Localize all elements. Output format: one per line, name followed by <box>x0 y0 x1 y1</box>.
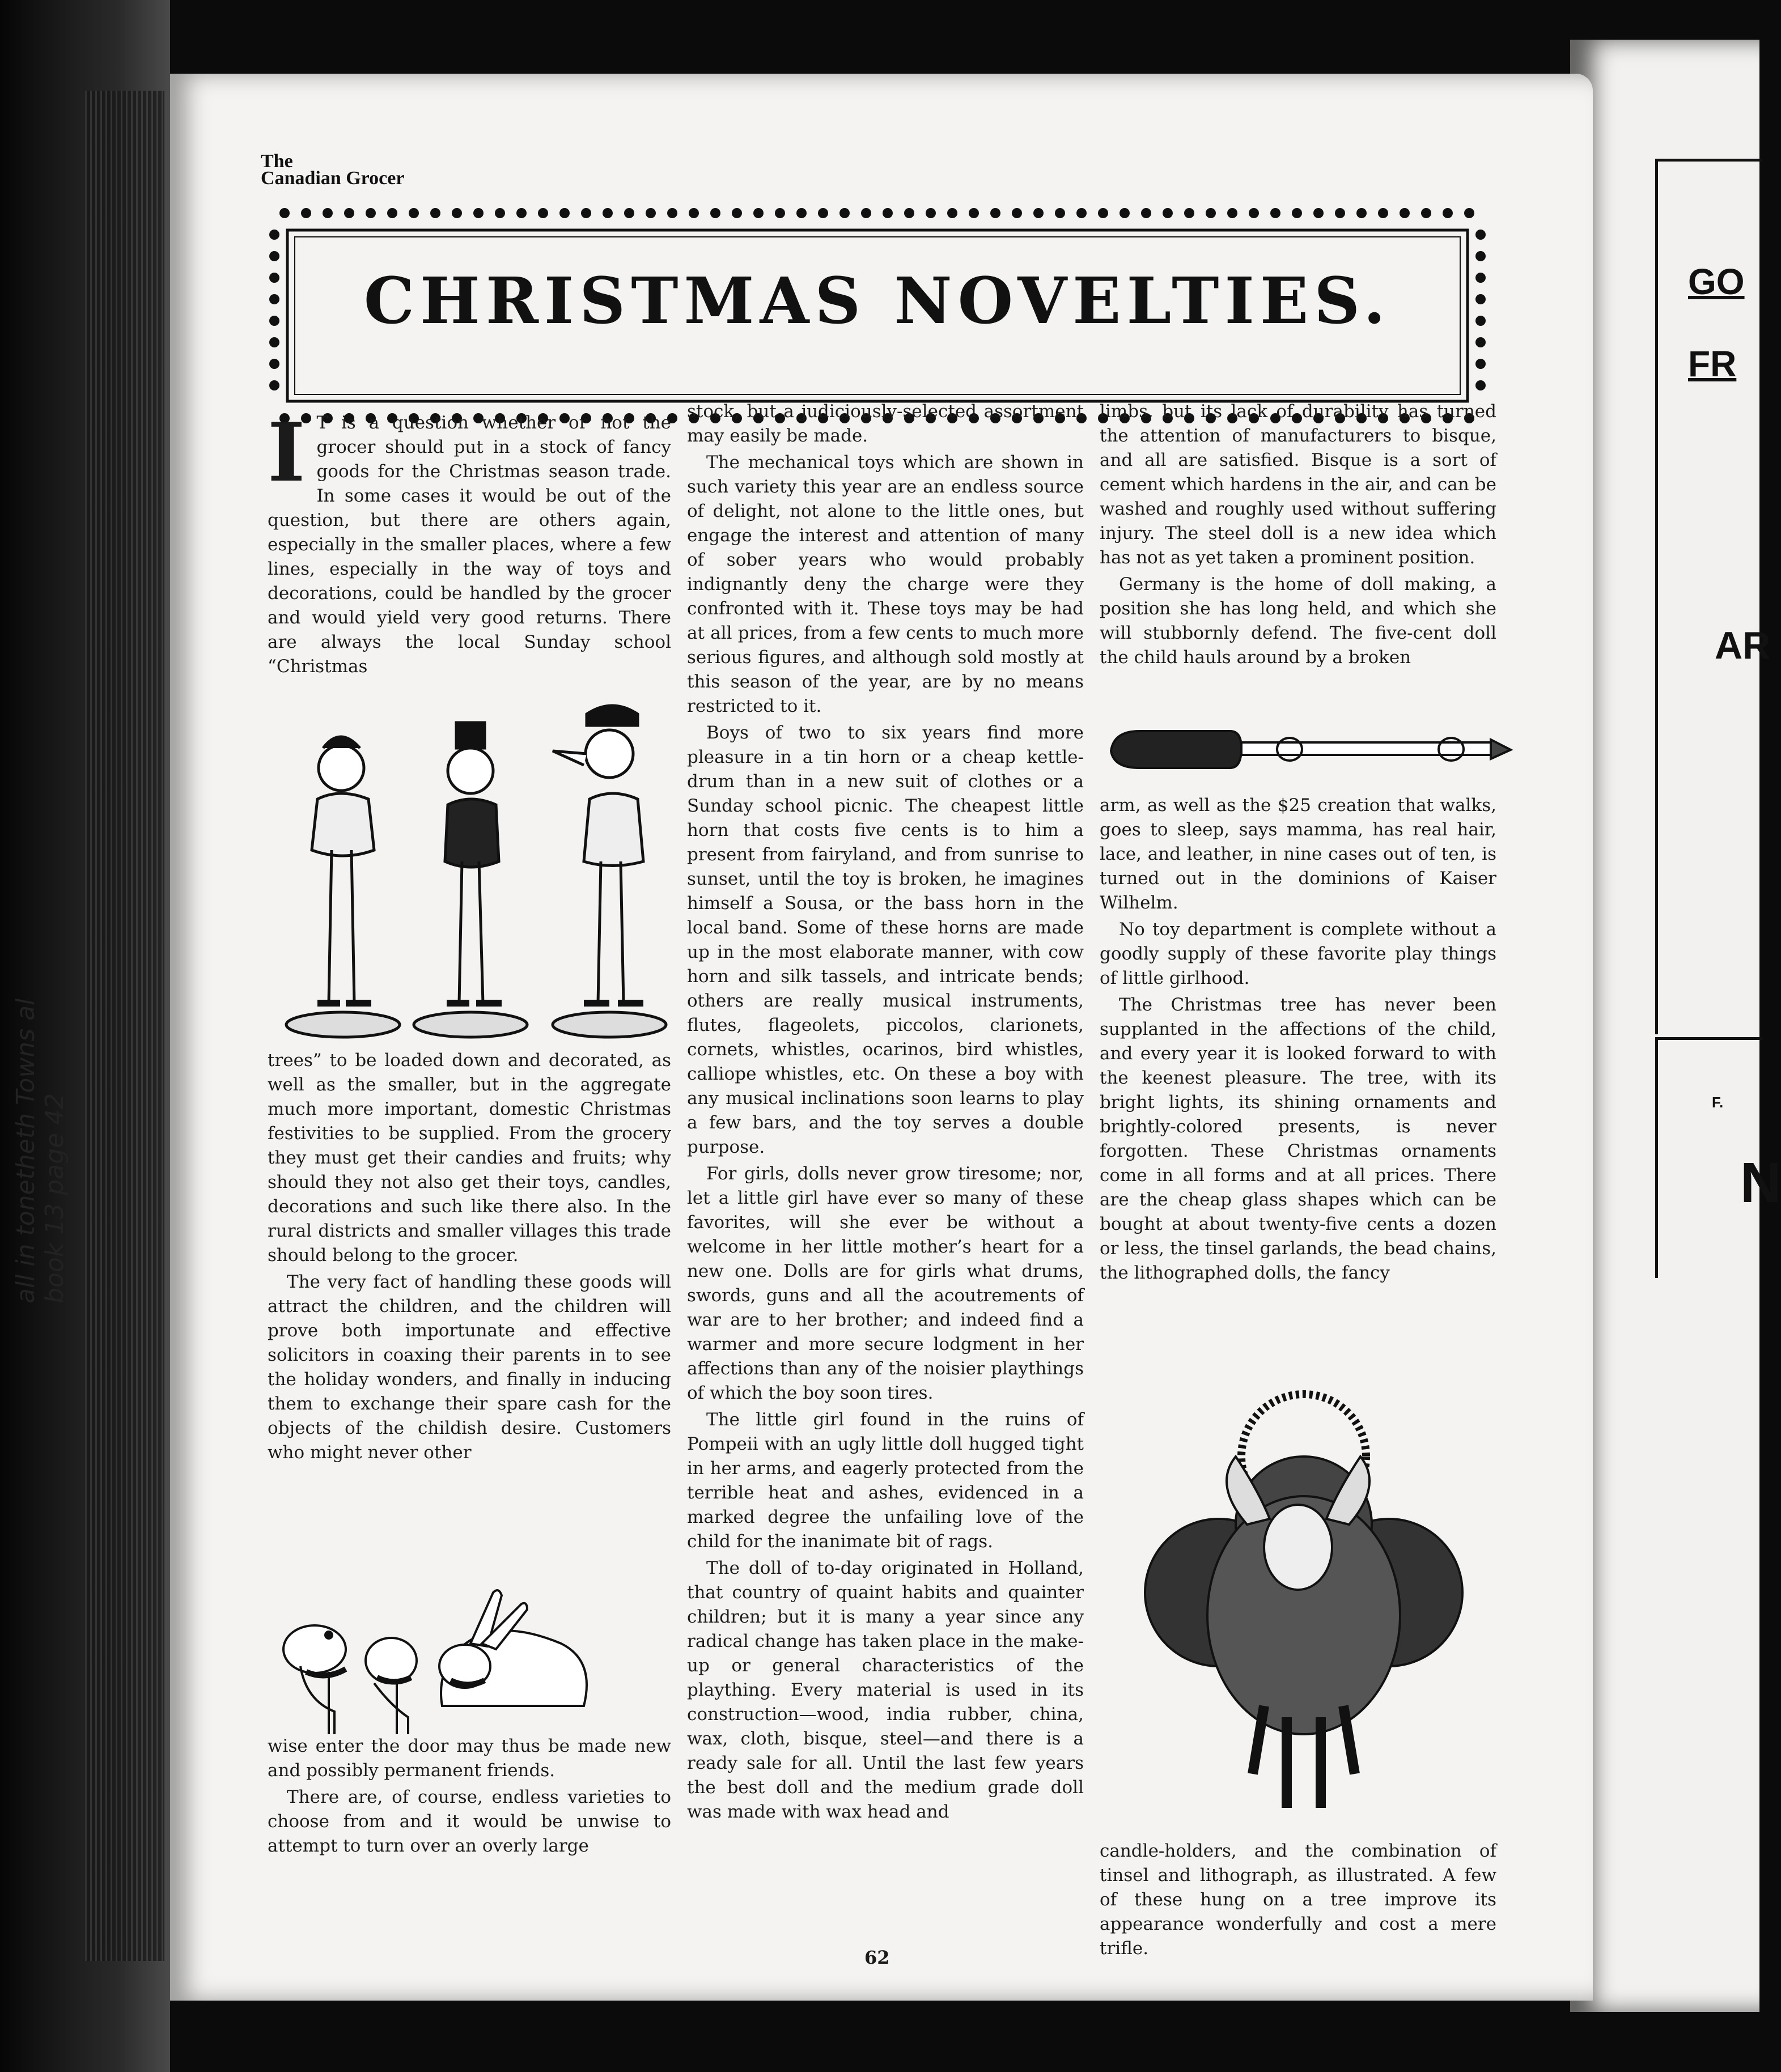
paragraph: The doll of to-day originated in Holland, that country of quaint habits and quainter children; but it is many a year since any radical change has taken place in the make-up or general characteristics of the plaything. Every material is used in its construction—wood, india rubber, china, wax, cloth, bisque, steel—and there is a ready sale for all. Until the last few years the best doll and the medium grade doll was made with wax head and <box>687 1558 1084 1822</box>
animal-toys-illustration <box>266 1581 675 1734</box>
vine-leaf <box>269 251 279 261</box>
horn-illustration <box>1105 717 1513 791</box>
vine-leaf <box>269 359 279 369</box>
adjacent-fragment: AR <box>1715 624 1771 667</box>
paragraph: The very fact of handling these goods will attract the children, and the children will prove both importunate and effective solicitors in coaxing their parents in to see the holiday wonders, and finally in inducing them to exchange their spare cash for the objects of the childish desire. Customers who might never other <box>268 1272 671 1463</box>
handwritten-line1 <box>11 1264 40 1304</box>
paragraph: No toy department is complete without a goodly supply of these favorite play things of little girlhood. <box>1100 919 1496 988</box>
column-1-bottom <box>268 1734 671 1861</box>
vine-leaf <box>1076 208 1087 218</box>
column-2 <box>687 400 1084 1827</box>
paragraph: wise enter the door may thus be made new and possibly permanent friends. <box>268 1736 671 1781</box>
vine-leaf <box>1313 208 1324 218</box>
vine-leaf <box>387 208 397 218</box>
handwritten-note <box>11 1264 69 1304</box>
vine-leaf <box>1055 208 1065 218</box>
adjacent-fragment: GO <box>1688 261 1745 302</box>
vine-leaf <box>1356 208 1367 218</box>
vine-leaf <box>344 208 354 218</box>
paragraph: The Christmas tree has never been supplanted in the affections of the child, and every year it is looked forward to with the keenest pleasure. The tree, with its bright lights, its shining ornaments and brightly-colored presents, is never forgotten. These Christmas ornaments come in all forms and at all prices. There are the cheap glass shapes which can be bought at about twenty-five cents a dozen or less, the tinsel garlands, the bead chains, the lithographed dolls, the fancy <box>1100 995 1496 1283</box>
vine-leaf <box>538 208 548 218</box>
vine-leaf <box>366 208 376 218</box>
adjacent-fragment: F. <box>1712 1094 1724 1111</box>
adjacent-fragment: FR <box>1688 343 1737 384</box>
vine-leaf <box>269 380 279 390</box>
vine-leaf <box>581 208 591 218</box>
vine-leaf <box>1012 208 1022 218</box>
article-title: CHRISTMAS NOVELTIES. <box>363 264 1392 338</box>
vine-leaf <box>1249 208 1259 218</box>
vine-leaf <box>430 208 440 218</box>
vine-leaf <box>1421 208 1431 218</box>
vine-leaf <box>1227 208 1237 218</box>
handwritten-line2 <box>40 1264 69 1304</box>
column-1-top <box>268 406 671 681</box>
vine-leaf <box>1464 208 1474 218</box>
vine-leaf <box>1475 230 1486 240</box>
vine-leaf <box>1270 208 1280 218</box>
vine-leaf <box>646 208 656 218</box>
paragraph: trees” to be loaded down and decorated, as well as the smaller, but in the aggregate much more important, domestic Christmas festivities to be supplied. From the grocery they must get their candies and fruits; why should they not also get their toys, candles, decorations and such like there also. In the rural districts and smaller villages this trade should belong to the grocer. <box>268 1050 671 1266</box>
paragraph: I T is a question whether or not the grocer should put in a stock of fancy goods for the Christmas season trade. In some cases it would be out of the question, but there are others again, especially in the smaller places, where a few lines, especially in the way of toys and decorations, could be handled by the grocer and would yield very good returns. There are always the local Sunday school “Christmas <box>268 406 671 677</box>
vine-leaf <box>269 230 279 240</box>
vine-leaf <box>818 208 828 218</box>
vine-leaf <box>1443 208 1453 218</box>
column-3-bottom <box>1100 1839 1496 1963</box>
vine-leaf <box>452 208 462 218</box>
vine-leaf <box>1400 208 1410 218</box>
vine-leaf <box>1098 208 1108 218</box>
paragraph: The mechanical toys which are shown in such variety this year are an endless source of delight, not alone to the little ones, but engage the interest and attention of many of sober years who would probably indignantly deny the charge were they confronted with it. These toys may be had at all prices, from a few cents to much more serious figures, and although sold mostly at this season of the year, are by no means restricted to it. <box>687 452 1084 716</box>
vine-leaf <box>1206 208 1216 218</box>
vine-leaf <box>990 208 1000 218</box>
paragraph: There are, of course, endless varieties to choose from and it would be unwise to attempt to turn over an overly large <box>268 1787 671 1856</box>
ornament-illustration <box>1134 1355 1485 1836</box>
paragraph: Germany is the home of doll making, a position she has long held, and which she will stubbornly defend. The five-cent doll the child hauls around by a broken <box>1100 574 1496 668</box>
vine-leaf <box>1475 380 1486 390</box>
vine-leaf <box>796 208 807 218</box>
masthead <box>261 153 404 187</box>
vine-leaf <box>689 208 699 218</box>
masthead-line2: Canadian Grocer <box>261 168 405 189</box>
page-number: 62 <box>864 1947 890 1968</box>
vine-leaf <box>969 208 979 218</box>
vine-leaf <box>1292 208 1302 218</box>
vine-leaf <box>904 208 914 218</box>
drop-cap: I <box>268 406 306 500</box>
vine-leaf <box>473 208 484 218</box>
vine-leaf <box>495 208 505 218</box>
adjacent-page <box>1570 40 1781 2012</box>
vine-leaf <box>732 208 742 218</box>
vine-leaf <box>1475 251 1486 261</box>
vine-leaf <box>603 208 613 218</box>
vine-leaf <box>947 208 957 218</box>
adjacent-fragment: N <box>1740 1151 1781 1215</box>
mechanical-toys-illustration <box>278 686 675 1048</box>
vine-leaf <box>279 208 290 218</box>
vine-leaf <box>409 208 419 218</box>
paragraph: Boys of two to six years find more pleasure in a tin horn or a cheap kettle-drum than in a new suit of clothes or a Sunday school picnic. The cheapest little horn that costs five cents is to him a present from fairyland, and from sunrise to sunset, until the toy is broken, he imagines himself a Sousa, or the bass horn in the local band. Some of these horns are made up in the most elaborate manner, with cow horn and silk tassels, and intricate bends; others are really musical instruments, flutes, flageolets, piccolos, clarionets, cornets, whistles, ocarinos, bird whistles, calliope whistles, etc. On these a boy with any musical inclinations soon learns to play a few bars, and the toy serves a double purpose. <box>687 723 1084 1157</box>
vine-leaf <box>516 208 527 218</box>
vine-leaf <box>559 208 570 218</box>
magazine-page <box>170 74 1593 2001</box>
vine-leaf <box>1378 208 1388 218</box>
vine-leaf <box>1475 337 1486 347</box>
vine-leaf <box>839 208 850 218</box>
paragraph: candle-holders, and the combination of tinsel and lithograph, as illustrated. A few of these hung on a tree improve its appearance wonderfully and cost a mere trifle. <box>1100 1841 1496 1959</box>
paragraph: For girls, dolls never grow tiresome; nor, let a little girl have ever so many of these favorites, will she ever be without a welcome in her little mother’s heart for a new one. Dolls are for girls what drums, swords, guns and all the acoutrements of war are to her brother; and indeed find a warmer and more secure lodgment in her affections than any of the noisier playthings of which the boy soon tires. <box>687 1164 1084 1403</box>
vine-leaf <box>710 208 720 218</box>
vine-leaf <box>301 208 311 218</box>
vine-leaf <box>624 208 634 218</box>
column-3-middle <box>1100 793 1496 1288</box>
vine-leaf <box>1475 359 1486 369</box>
vine-leaf <box>753 208 764 218</box>
masthead-line1: The <box>261 151 293 172</box>
vine-leaf <box>926 208 936 218</box>
column-3-top <box>1100 400 1496 672</box>
vine-leaf <box>861 208 871 218</box>
vine-leaf <box>323 208 333 218</box>
vine-leaf <box>775 208 785 218</box>
vine-leaf <box>1184 208 1194 218</box>
vine-leaf <box>269 337 279 347</box>
page-edges <box>85 91 164 1961</box>
vine-leaf <box>1141 208 1151 218</box>
vine-leaf <box>883 208 893 218</box>
vine-leaf <box>1120 208 1130 218</box>
column-1-middle <box>268 1048 671 1467</box>
vine-leaf <box>1163 208 1173 218</box>
title-banner <box>262 197 1493 434</box>
paragraph: The little girl found in the ruins of Pompeii with an ugly little doll hugged tight in her arms, and eagerly protected from the terrible heat and ashes, evidenced in a marked degree the unfailing love of the child for the inanimate bit of rags. <box>687 1409 1084 1552</box>
paragraph: stock, but a judiciously-selected assortment may easily be made. <box>687 401 1084 446</box>
vine-leaf <box>1335 208 1345 218</box>
vine-leaf <box>1033 208 1044 218</box>
paragraph: arm, as well as the $25 creation that walks, goes to sleep, says mamma, has real hair, lace, and leather, in nine cases out of ten, is turned out in the dominions of Kaiser Wilhelm. <box>1100 795 1496 913</box>
vine-leaf <box>667 208 677 218</box>
paragraph: limbs, but its lack of durability has turned the attention of manufacturers to bisque, and all are satisfied. Bisque is a sort of cement which hardens in the air, and can be washed and roughly used without suffering injury. The steel doll is a new idea which has not as yet taken a prominent position. <box>1100 401 1496 568</box>
